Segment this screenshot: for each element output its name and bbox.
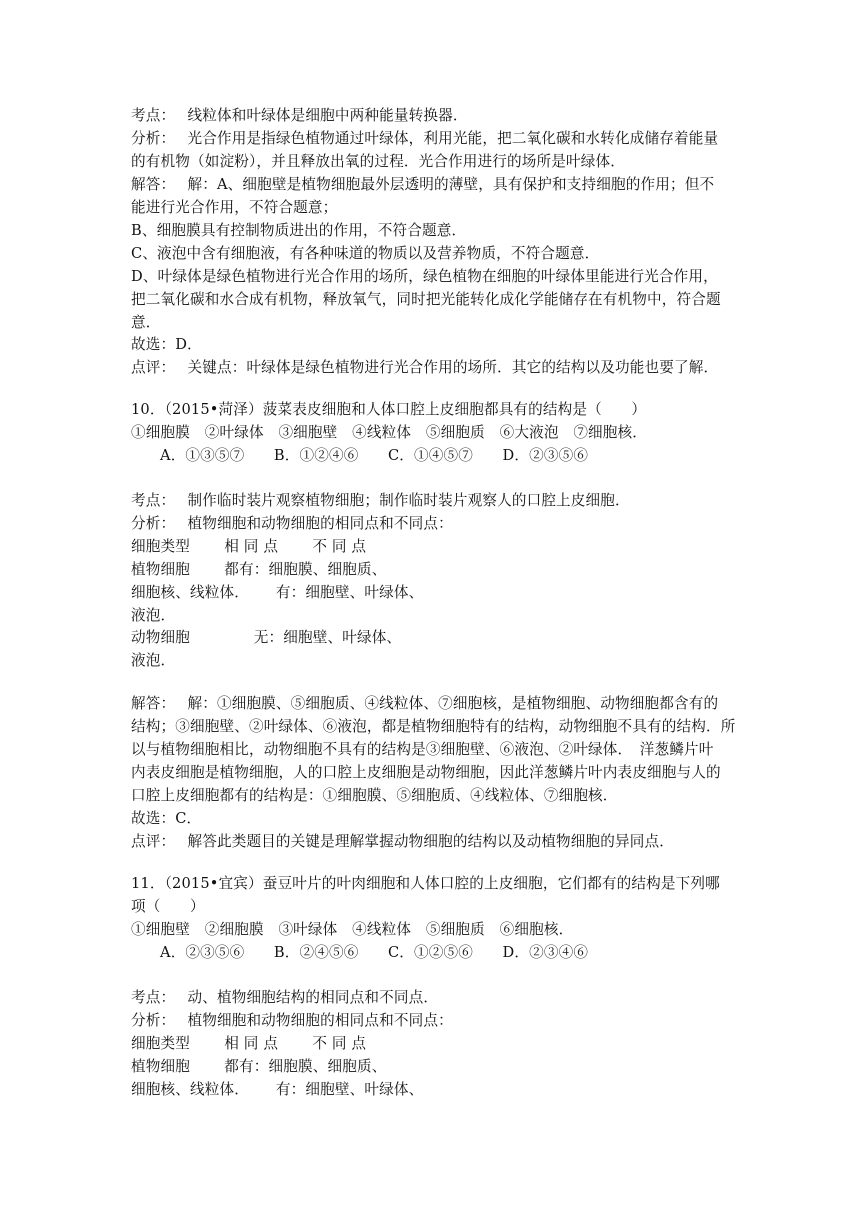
text-line: 液泡． (131, 607, 176, 624)
text-line: 分析： 植物细胞和动物细胞的相同点和不同点： (131, 1012, 453, 1029)
text-line: 意． (131, 314, 161, 331)
question-11-stem-cont: 项（ ） (131, 898, 205, 915)
text-line: 液泡． (131, 652, 176, 669)
text-line: 的有机物（如淀粉），并且释放出氧的过程．光合作用进行的场所是叶绿体． (131, 153, 625, 170)
question-11-options: A．②③⑤⑥ B．②④⑤⑥ C．①②⑤⑥ D．②③④⑥ (160, 944, 589, 961)
text-line: C、液泡中含有细胞液，有各种味道的物质以及营养物质，不符合题意． (131, 245, 600, 262)
text-line: B、细胞膜具有控制物质进出的作用，不符合题意． (131, 222, 467, 239)
text-line: 植物细胞 都有：细胞膜、细胞质、 (131, 561, 387, 578)
question-10-stem: 10．（2015•菏泽）菠菜表皮细胞和人体口腔上皮细胞都具有的结构是（ ） (131, 401, 647, 418)
text-line: 解答： 解：A、细胞壁是植物细胞最外层透明的薄壁，具有保护和支持细胞的作用；但不 (131, 176, 715, 193)
text-line: 细胞核、线粒体． 有：细胞壁、叶绿体、 (131, 584, 424, 601)
text-line: 口腔上皮细胞都有的结构是：①细胞膜、⑤细胞质、④线粒体、⑦细胞核． (131, 787, 618, 804)
text-line: 能进行光合作用，不符合题意； (131, 199, 338, 216)
text-line: 考点： 制作临时装片观察植物细胞；制作临时装片观察人的口腔上皮细胞． (131, 492, 630, 509)
question-11-stem: 11．（2015•宜宾）蚕豆叶片的叶肉细胞和人体口腔的上皮细胞，它们都有的结构是下列哪 (131, 875, 720, 892)
text-line: 解答： 解：①细胞膜、⑤细胞质、④线粒体、⑦细胞核，是植物细胞、动物细胞都含有的 (131, 695, 719, 712)
text-line: 内表皮细胞是植物细胞，人的口腔上皮细胞是动物细胞，因此洋葱鳞片叶内表皮细胞与人的 (131, 764, 721, 781)
text-line: 点评： 解答此类题目的关键是理解掌握动物细胞的结构以及动植物细胞的异同点． (131, 833, 675, 850)
text-line: 点评： 关键点：叶绿体是绿色植物进行光合作用的场所．其它的结构以及功能也要了解． (131, 359, 719, 376)
text-line: 故选：D． (131, 336, 202, 353)
question-10-items: ①细胞膜 ②叶绿体 ③细胞壁 ④线粒体 ⑤细胞质 ⑥大液泡 ⑦细胞核． (131, 424, 648, 441)
text-line: 结构；③细胞壁、②叶绿体、⑥液泡，都是植物细胞特有的结构，动物细胞不具有的结构．所 (131, 718, 736, 735)
text-line: D、叶绿体是绿色植物进行光合作用的场所，绿色植物在细胞的叶绿体里能进行光合作用， (131, 268, 718, 285)
text-line: 考点： 线粒体和叶绿体是细胞中两种能量转换器． (131, 107, 468, 124)
text-line: 以与植物细胞相比，动物细胞不具有的结构是③细胞壁、⑥液泡、②叶绿体． 洋葱鳞片叶 (131, 741, 714, 758)
text-line: 故选：C． (131, 810, 202, 827)
text-line: 分析： 植物细胞和动物细胞的相同点和不同点： (131, 515, 453, 532)
question-11-items: ①细胞壁 ②细胞膜 ③叶绿体 ④线粒体 ⑤细胞质 ⑥细胞核． (131, 921, 574, 938)
text-line: 分析： 光合作用是指绿色植物通过叶绿体，利用光能，把二氧化碳和水转化成储存着能量 (131, 130, 719, 147)
text-line: 考点： 动、植物细胞结构的相同点和不同点． (131, 989, 439, 1006)
text-line: 动物细胞 无：细胞壁、叶绿体、 (131, 629, 402, 646)
text-line: 植物细胞 都有：细胞膜、细胞质、 (131, 1058, 387, 1075)
text-line: 细胞类型 相 同 点 不 同 点 (131, 1035, 367, 1052)
text-line: 把二氧化碳和水合成有机物，释放氧气，同时把光能转化成化学能储存在有机物中，符合题 (131, 291, 721, 308)
text-line: 细胞核、线粒体． 有：细胞壁、叶绿体、 (131, 1081, 424, 1098)
text-line: 细胞类型 相 同 点 不 同 点 (131, 538, 367, 555)
question-10-options: A．①③⑤⑦ B．①②④⑥ C．①④⑤⑦ D．②③⑤⑥ (160, 447, 589, 464)
